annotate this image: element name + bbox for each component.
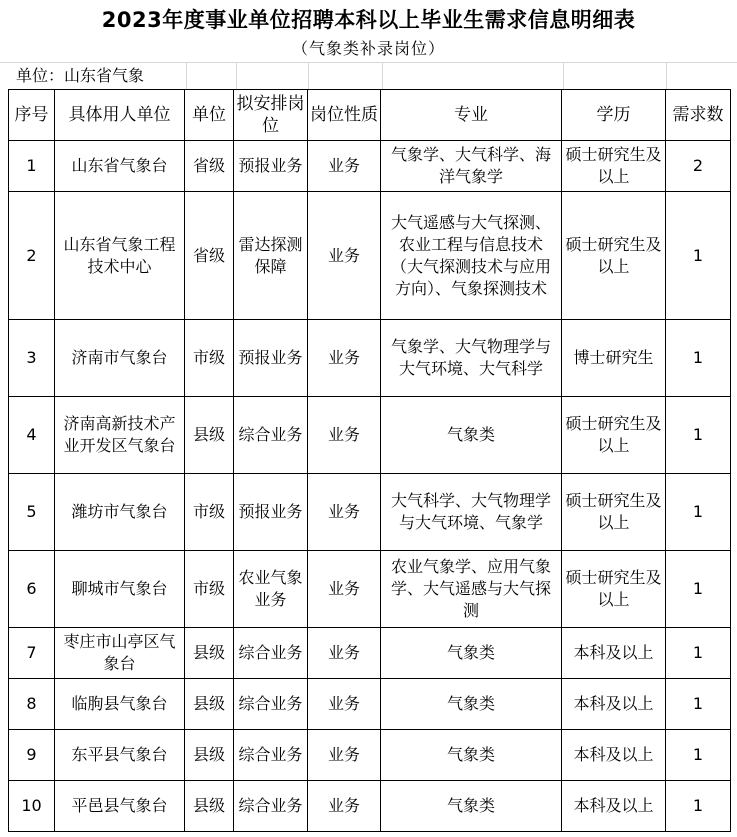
- cell-major: 气象学、大气物理学与大气环境、大气科学: [381, 320, 562, 397]
- cell-count: 1: [666, 628, 731, 679]
- cell-education: 本科及以上: [562, 781, 666, 832]
- unit-label: 单位：山东省气象: [16, 66, 145, 85]
- cell-level: 县级: [185, 628, 234, 679]
- cell-level: 省级: [185, 141, 234, 192]
- table-row: [9, 397, 731, 474]
- cell-employer: 山东省气象工程技术中心: [55, 192, 185, 320]
- cell-major: 大气科学、大气物理学与大气环境、气象学: [381, 474, 562, 551]
- document-subtitle: （气象类补录岗位）: [291, 39, 445, 58]
- cell-education: 本科及以上: [562, 679, 666, 730]
- table-row: [9, 679, 731, 730]
- cell-education: 硕士研究生及以上: [562, 474, 666, 551]
- header-education: 学历: [562, 90, 666, 141]
- header-major: 专业: [381, 90, 562, 141]
- cell-position: 预报业务: [234, 474, 308, 551]
- cell-nature: 业务: [308, 141, 381, 192]
- cell-education: 硕士研究生及以上: [562, 397, 666, 474]
- gridline: [308, 63, 309, 89]
- cell-employer: 济南高新技术产业开发区气象台: [55, 397, 185, 474]
- cell-level: 县级: [185, 397, 234, 474]
- cell-count: 1: [666, 551, 731, 628]
- cell-nature: 业务: [308, 474, 381, 551]
- cell-nature: 业务: [308, 679, 381, 730]
- cell-major: 气象类: [381, 397, 562, 474]
- cell-employer: 平邑县气象台: [55, 781, 185, 832]
- cell-major: 气象类: [381, 628, 562, 679]
- cell-index: 7: [9, 628, 55, 679]
- cell-major: 气象类: [381, 730, 562, 781]
- cell-level: 县级: [185, 781, 234, 832]
- cell-major: 气象类: [381, 781, 562, 832]
- unit-row: [0, 62, 737, 89]
- cell-index: 2: [9, 192, 55, 320]
- cell-employer: 济南市气象台: [55, 320, 185, 397]
- table-row: [9, 192, 731, 320]
- cell-count: 1: [666, 781, 731, 832]
- table-row: [9, 781, 731, 832]
- cell-index: 4: [9, 397, 55, 474]
- gridline: [236, 63, 237, 89]
- document-title: 2023年度事业单位招聘本科以上毕业生需求信息明细表: [101, 8, 636, 32]
- cell-major: 气象学、大气科学、海洋气象学: [381, 141, 562, 192]
- table-row: [9, 730, 731, 781]
- cell-nature: 业务: [308, 320, 381, 397]
- cell-count: 1: [666, 192, 731, 320]
- header-level: 单位: [185, 90, 234, 141]
- cell-education: 博士研究生: [562, 320, 666, 397]
- header-count: 需求数: [666, 90, 731, 141]
- gridline: [666, 63, 667, 89]
- cell-level: 市级: [185, 320, 234, 397]
- table-row: [9, 320, 731, 397]
- cell-count: 1: [666, 320, 731, 397]
- cell-position: 综合业务: [234, 730, 308, 781]
- table-row: [9, 628, 731, 679]
- cell-major: 大气遥感与大气探测、农业工程与信息技术（大气探测技术与应用方向）、气象探测技术: [381, 192, 562, 320]
- table-row: [9, 141, 731, 192]
- cell-count: 2: [666, 141, 731, 192]
- cell-level: 市级: [185, 551, 234, 628]
- header-position: 拟安排岗位: [234, 90, 308, 141]
- cell-employer: 临朐县气象台: [55, 679, 185, 730]
- cell-position: 综合业务: [234, 781, 308, 832]
- cell-nature: 业务: [308, 192, 381, 320]
- cell-position: 预报业务: [234, 141, 308, 192]
- cell-index: 8: [9, 679, 55, 730]
- cell-index: 3: [9, 320, 55, 397]
- cell-nature: 业务: [308, 551, 381, 628]
- cell-nature: 业务: [308, 397, 381, 474]
- cell-index: 5: [9, 474, 55, 551]
- cell-position: 预报业务: [234, 320, 308, 397]
- cell-employer: 东平县气象台: [55, 730, 185, 781]
- cell-level: 县级: [185, 730, 234, 781]
- gridline: [563, 63, 564, 89]
- cell-position: 综合业务: [234, 628, 308, 679]
- cell-level: 省级: [185, 192, 234, 320]
- recruitment-table: [8, 89, 731, 832]
- gridline: [382, 63, 383, 89]
- table-row: [9, 551, 731, 628]
- header-index: 序号: [9, 90, 55, 141]
- cell-employer: 聊城市气象台: [55, 551, 185, 628]
- cell-index: 1: [9, 141, 55, 192]
- cell-nature: 业务: [308, 730, 381, 781]
- cell-level: 县级: [185, 679, 234, 730]
- cell-employer: 山东省气象台: [55, 141, 185, 192]
- table-row: [9, 474, 731, 551]
- cell-index: 9: [9, 730, 55, 781]
- cell-position: 农业气象业务: [234, 551, 308, 628]
- gridline: [186, 63, 187, 89]
- cell-education: 本科及以上: [562, 730, 666, 781]
- cell-position: 综合业务: [234, 679, 308, 730]
- cell-nature: 业务: [308, 781, 381, 832]
- cell-nature: 业务: [308, 628, 381, 679]
- cell-education: 硕士研究生及以上: [562, 141, 666, 192]
- cell-education: 硕士研究生及以上: [562, 551, 666, 628]
- cell-education: 硕士研究生及以上: [562, 192, 666, 320]
- cell-employer: 枣庄市山亭区气象台: [55, 628, 185, 679]
- header-employer: 具体用人单位: [55, 90, 185, 141]
- cell-education: 本科及以上: [562, 628, 666, 679]
- cell-major: 农业气象学、应用气象学、大气遥感与大气探测: [381, 551, 562, 628]
- cell-count: 1: [666, 474, 731, 551]
- cell-employer: 潍坊市气象台: [55, 474, 185, 551]
- cell-index: 6: [9, 551, 55, 628]
- cell-index: 10: [9, 781, 55, 832]
- cell-count: 1: [666, 730, 731, 781]
- cell-major: 气象类: [381, 679, 562, 730]
- header-row: [9, 90, 731, 141]
- header-nature: 岗位性质: [308, 90, 381, 141]
- cell-position: 综合业务: [234, 397, 308, 474]
- cell-position: 雷达探测保障: [234, 192, 308, 320]
- cell-count: 1: [666, 679, 731, 730]
- cell-level: 市级: [185, 474, 234, 551]
- cell-count: 1: [666, 397, 731, 474]
